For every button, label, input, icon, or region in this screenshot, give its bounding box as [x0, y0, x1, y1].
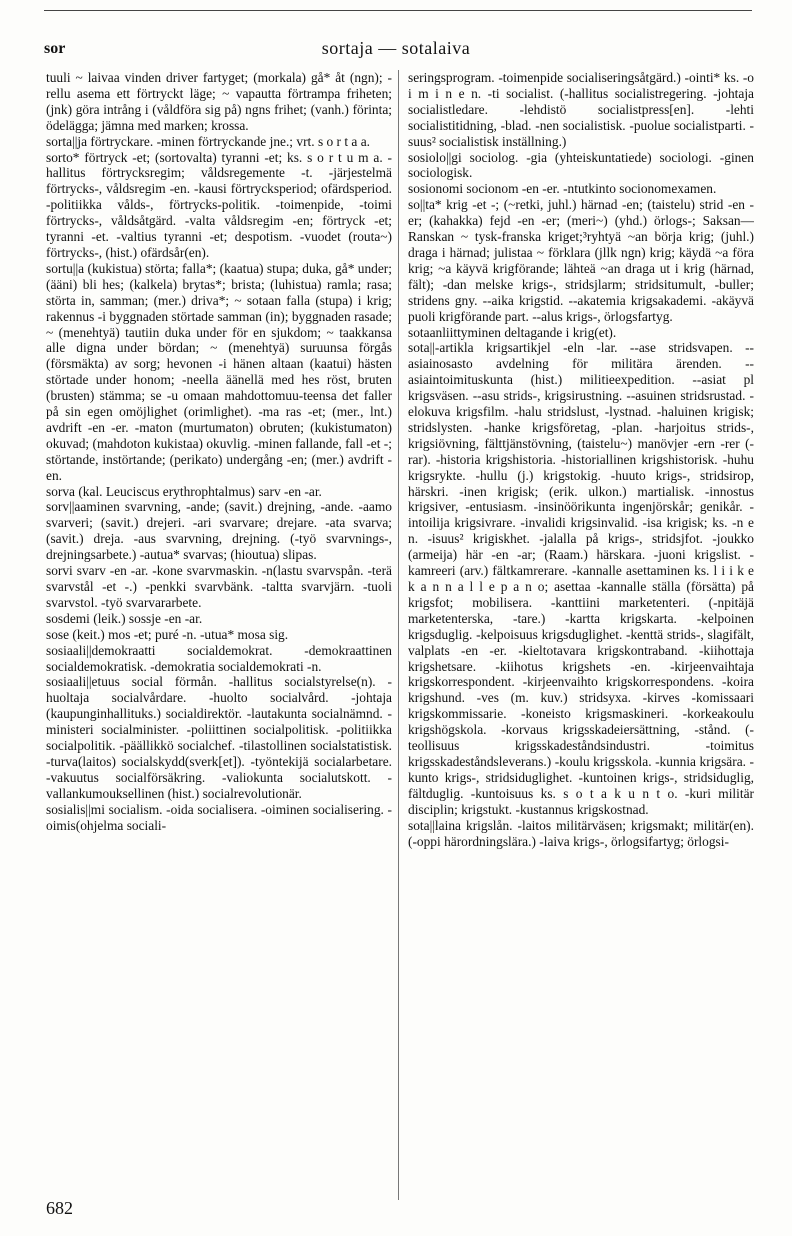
right-column [408, 70, 754, 1190]
dictionary-entry: sorto* förtryck -et; (sortovalta) tyranni -et; ks. s o r t u m a. -hallitus förtrycksregim; våldsregemente -t. -järjestelmä förtrycks-, våldsregim -en. -kausi förtrycksperiod; ofärdsperiod. -politiikka vålds-, förtrycks-politik. -toimenpide, -toimi förtrycks-, våldsåtgärd. -valta våldsregim -en; förtryck -et; tyranni -et. -valtius tyranni -et; despotism. -vuodet (routa~) förtrycks-, (hist.) ofärdsår(en). [46, 149, 392, 260]
header-rule [44, 10, 752, 11]
dictionary-entry: sota||laina krigslån. -laitos militärväsen; krigsmakt; militär(en). (-oppi härordningslära.) -laiva krigs-, örlogsifartyg; örlogsi- [408, 817, 754, 849]
column-divider [398, 70, 399, 1200]
dictionary-entry: sosionomi socionom -en -er. -ntutkinto socionomexamen. [408, 181, 717, 197]
dictionary-entry: sosdemi (leik.) sossje -en -ar. [46, 610, 203, 626]
dictionary-entry: sosiaali||demokraatti socialdemokrat. -demokraattinen socialdemokratisk. -demokratia socialdemokrati -n. [46, 642, 392, 674]
guide-word: sor [44, 40, 66, 57]
dictionary-entry: sortu||a (kukistua) störta; falla*; (kaatua) stupa; duka, gå* under; (ääni) bli hes; (kalkela) brytas*; brista; (luhistua) ramla; rasa; störta in, samman; (mer.) driva*; ~ sotaan falla (stupa) i krig; rakennus -i byggnaden störtade samman (in); byggnaden rasade; ~ (menehtyä) tautiin duka under för en sjukdom; ~ taakkansa alle digna under bördan; ~ (menehtyä) suruunsa förgås (försmäkta) av sorg; hevonen -i hänen altaan (kaatui) hästen störtade under honom; -neella äänellä med hes röst, bruten (brusten) stämma; se -u omaan mahdottomuu-teensa det faller på sin egen omöjlighet (orimlighet). -ma ras -et; (mer., lnt.) avdrift -en -er. -maton (murtumaton) obruten; (kukistumaton) okuvad; (mahdoton kukistaa) okuvlig. -minen fallande, fall -et -; störtande, instörtande; (perikato) undergång -en; (mer.) avdrift -en. [46, 260, 392, 483]
left-column [46, 70, 392, 1190]
dictionary-entry: sosiaali||etuus social förmån. -hallitus socialstyrelse(n). -huoltaja socialvårdare. -huolto socialvård. -johtaja (kaupunginhallituks.) socialdirektör. -lautakunta socialnämnd. -ministeri socialminister. -poliittinen socialpolitisk. -politiikka socialpolitik. -päällikkö socialchef. -tilastollinen socialstatistisk. -turva(laitos) socialskydd(sverk[et]). -työntekijä socialarbetare. -vakuutus socialförsäkring. -valiokunta socialutskott. -vallankumouksellinen (hist.) socialrevolutionär. [46, 674, 392, 801]
dictionary-entry: sose (keit.) mos -et; puré -n. -utua* mosa sig. [46, 626, 289, 642]
dictionary-entry: sorv||aaminen svarvning, -ande; (savit.) drejning, -ande. -aamo svarveri; (savit.) drejeri. -ari svarvare; drejare. -ata svarva; (savit.) dreja. -aus svarvning, drejning. (-työ svarvnings-, drejningsarbete.) -autua* svarvas; (hioutua) slipas. [46, 499, 392, 563]
dictionary-entry: sorva (kal. Leuciscus erythrophtalmus) sarv -en -ar. [46, 483, 322, 499]
dictionary-entry: sosiolo||gi sociolog. -gia (yhteiskuntatiede) sociologi. -ginen sociologisk. [408, 149, 754, 181]
dictionary-entry: sota||-artikla krigsartikjel -eln -lar. --ase stridsvapen. --asiainosasto avdelning för militära ärenden. --asiaintoimituskunta (hist.) militieexpedition. --asiat pl krigsväsen. --asu strids-, krigsirustning. --asuinen stridsrustad. -elokuva krigsfilm. -halu stridslust, -lystnad. -haluinen krigisk; stridslysten. -hanke krigsföretag, -plan. -harjoitus strids-, krigsiövning, fälttjänstövning, (taistelu~) manövjer -ern -rer (-rar). -historia krigshistoria. -historiallinen krigshistorisk. -huhu krigsrykte. -hullu (j.) krigstokig. -huuto krigs-, stridsirop, härskri. -inen krigisk; (erik. ulkon.) martialisk. -innostus krigsiver, -entusiasm. -insinöörikunta ingenjörskår; genikår. -intoilija krigsivrare. -invalidi krigsinvalid. -isa krigisk; ks. -n e n. -isuus² krigiskhet. -jalalla på krigs-, stridsjfot. -joukko (armeija) här -en -ar; (Raam.) härskara. -juoni krigslist. -kamreeri (arv.) fältkamrerare. -kannalle asettaminen ks. l i i k e k a n n a l l e p a n o; asettaa -kannalle ställa (försätta) på krigsfot; mobilisera. -kanttiini marketenteri. (-npitäjä marketenterska, -tare.) -kartta krigskarta. -kelpoinen krigsduglig. -kelpoisuus krigsduglighet. -kenttä strids-, slagifält, valplats -en -er. -kieltotavara krigskontraband. -kiihottaja krigshetsare. -kiihotus krigshets -en. -kirjeenvaihtaja krigskorrespondent. -kirjeenvaihto krigskorrespondens. -koira krigshund. -ves (m. kuv.) stridsyxa. -kirves -komissaari krigskommissarie. -koneisto krigsmaskineri. -korkeakoulu krigshögskola. -korvaus krigsskadeiersättning, -stånd. (-teollisuus krigsskadeståndsindustri. -toimitus krigsskadeståndsleverans.) -koulu krigsskola. -kunnia krigsära. -kunto krigs-, stridsiduglighet. -kuntoinen krigs-, stridsiduglig, fältduglig. -kuntoisuus ks. s o t a k u n t o. -kuri militär disciplin; krigstukt. -kustannus krigskostnad. [408, 340, 754, 817]
dictionary-entry: sorvi svarv -en -ar. -kone svarvmaskin. -n(lastu svarvspån. -terä svarvstål -et -.) -penkki svarvbänk. -taltta svarvjärn. -tuoli svarvstol. -työ svarvararbete. [46, 563, 392, 610]
dictionary-entry: sosialis||mi socialism. -oida socialisera. -oiminen socialisering. -oimis(ohjelma sociali- [46, 801, 392, 833]
dictionary-entry: so||ta* krig -et -; (~retki, juhl.) härnad -en; (taistelu) strid -en -er; (kahakka) fejd -en -er; (meri~) (yhd.) örlogs-; Saksan—Ranskan ~ tysk-franska kriget;³ryhtyä ~an börja krig; (juhl.) draga i härnad; julistaa ~ förklara (jllk ngn) krig; käydä ~a föra krig; ~a käyvä krigförande; lähteä ~an draga ut i krig (härnad, fält); -dan melske krigs-, stridsjlarm; stridsitumult, -buller; stridens gny. --aika krigstid. --akatemia krigsakademi. -akäyvä puoli krigförande part. --alus krigs-, örlogsfartyg. [408, 197, 754, 324]
page-title: sortaja — sotalaiva [321, 38, 471, 58]
dictionary-entry: sorta||ja förtryckare. -minen förtryckande jne.; vrt. s o r t a a. [46, 133, 371, 149]
dictionary-entry: sotaanliittyminen deltagande i krig(et). [408, 324, 617, 340]
dictionary-entry: seringsprogram. -toimenpide socialiseringsåtgärd.) -ointi* ks. -o i m i n e n. -ti socialist. (-hallitus socialistregering. -johtaja socialistledare. -lehdistö socialistpress[en]. -lehti socialistitidning, -blad. -nen socialistisk. -puolue socialistparti. -suus² socialistisk inställning.) [408, 70, 754, 149]
page-number: 682 [46, 1198, 73, 1218]
dictionary-entry: tuuli ~ laivaa vinden driver fartyget; (morkala) gå* åt (ngn); -rellu asema ett förtryckt läge; ~ vapautta förtrampa friheten; (jnk) göra intrång i (våldföra sig på) ngns frihet; (vanh.) förinta; ödelägga; jämna med marken; krossa. [46, 70, 392, 133]
